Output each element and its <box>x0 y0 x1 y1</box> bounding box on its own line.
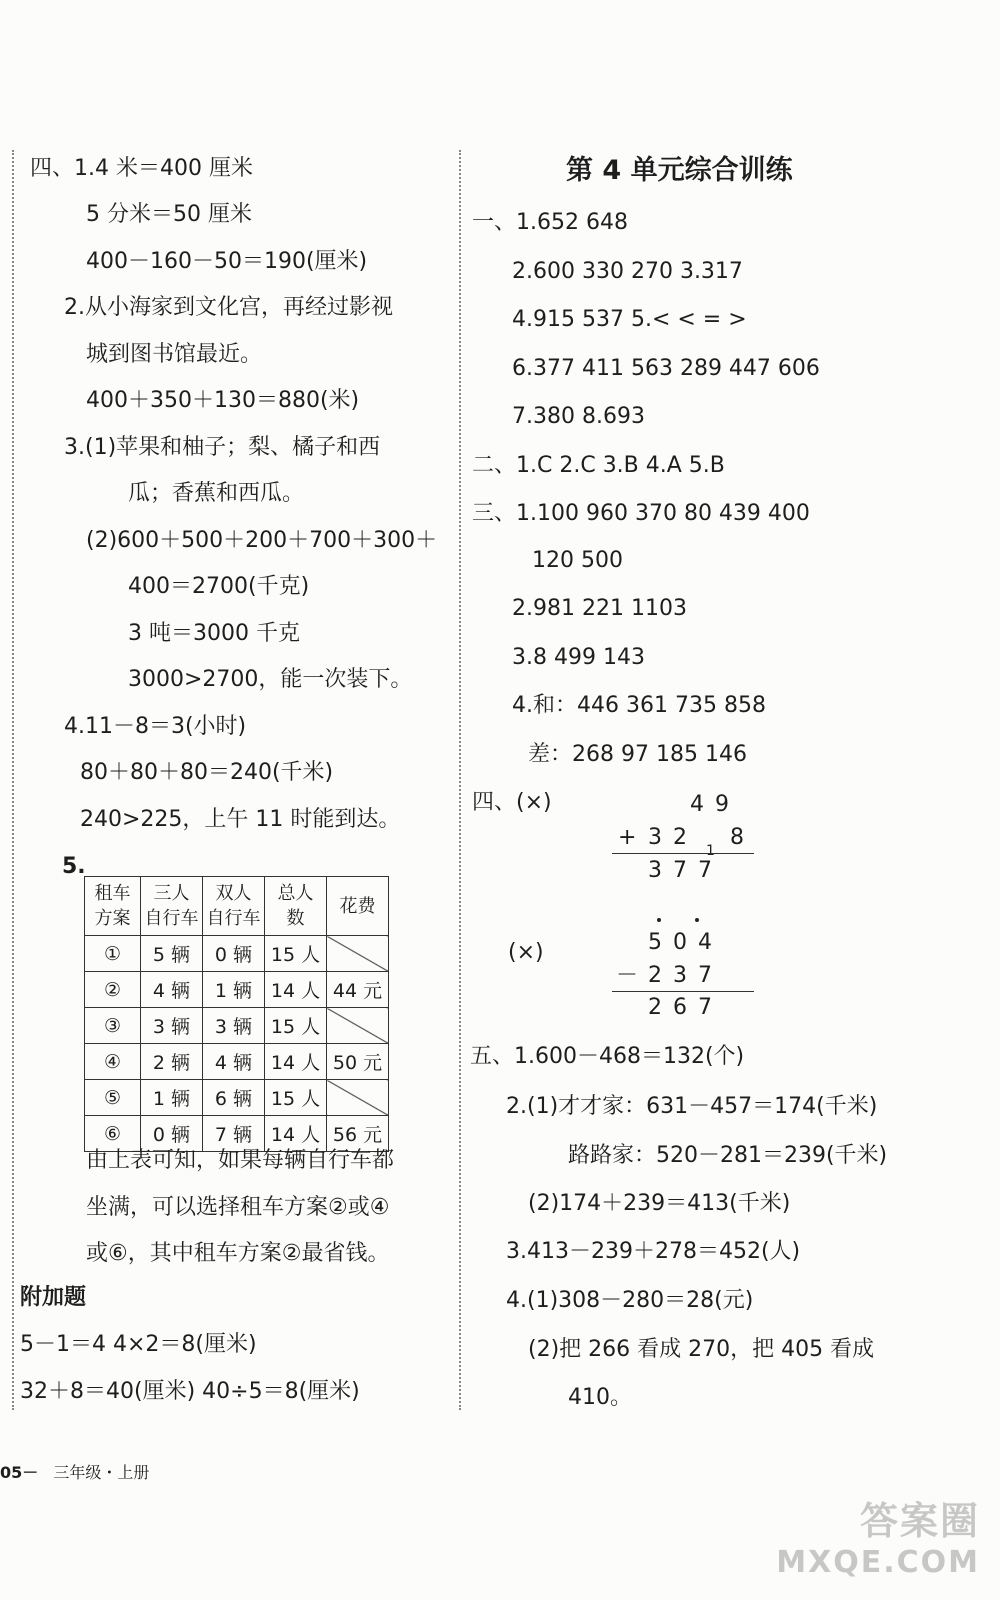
sub-line <box>612 991 754 992</box>
table-cell: ① <box>85 936 141 972</box>
table-cell: 56 元 <box>327 1116 389 1152</box>
right-answer-21: (2)把 266 看成 270，把 405 看成 <box>528 1337 875 1362</box>
table-cell <box>327 936 389 972</box>
rental-plan-table <box>84 876 389 1152</box>
grade-label: 三年级・上册 <box>53 1463 150 1482</box>
right-answer-17: 路路家：520－281＝239(千米) <box>568 1143 888 1168</box>
table-cell: ⑤ <box>85 1080 141 1116</box>
table-row <box>85 972 389 1008</box>
add-result: 3 7 7 <box>648 858 714 883</box>
table-cell: 14 人 <box>265 1044 327 1080</box>
answer-4-1: 四、1.4 米＝400 厘米 <box>30 156 253 181</box>
table-header: 花费 <box>327 877 389 936</box>
right-answer-10: 3.8 499 143 <box>512 645 645 670</box>
answer-4-2-line3: 400＋350＋130＝880(米) <box>86 388 360 413</box>
table-header: 总人 数 <box>265 877 327 936</box>
table-row <box>85 1044 389 1080</box>
table-cell: 0 辆 <box>203 936 265 972</box>
sub-row2: 2 3 7 <box>648 963 714 988</box>
conclusion-line2: 坐满，可以选择租车方案②或④ <box>86 1195 390 1220</box>
section-title: 第 4 单元综合训练 <box>566 155 793 186</box>
table-cell: ④ <box>85 1044 141 1080</box>
answer-4-1-line2: 5 分米＝50 厘米 <box>86 202 252 227</box>
page-footer <box>0 1460 149 1483</box>
answer-4-5-label: 5. <box>62 854 86 879</box>
right-answer-14: (×) <box>508 940 544 965</box>
table-cell: 4 辆 <box>141 972 203 1008</box>
bonus-line1: 5－1＝4 4×2＝8(厘米) <box>20 1332 257 1357</box>
right-answer-11: 4.和：446 361 735 858 <box>512 693 766 718</box>
right-answer-22: 410。 <box>568 1385 632 1410</box>
table-cell: 15 人 <box>265 1008 327 1044</box>
table-cell: 7 辆 <box>203 1116 265 1152</box>
table-cell <box>327 1008 389 1044</box>
table-cell: 3 辆 <box>203 1008 265 1044</box>
table-cell: 15 人 <box>265 1080 327 1116</box>
right-answer-8: 120 500 <box>532 548 623 573</box>
right-answer-2: 2.600 330 270 3.317 <box>512 259 743 284</box>
right-answer-13: 四、(×) <box>472 790 552 815</box>
table-cell: ⑥ <box>85 1116 141 1152</box>
answer-4-3-2-line3: 3 吨＝3000 千克 <box>128 621 300 646</box>
answer-4-4: 4.11－8＝3(小时) <box>64 714 247 739</box>
add-carry: 1 <box>706 843 715 859</box>
right-answer-20: 4.(1)308－280＝28(元) <box>506 1288 754 1313</box>
answer-4-3-2-line4: 3000>2700，能一次装下。 <box>128 667 413 692</box>
answer-4-4-line3: 240>225，上午 11 时能到达。 <box>80 807 401 832</box>
right-answer-3: 4.915 537 5.< < = > <box>512 307 747 332</box>
add-row2a: 3 2 <box>648 825 689 850</box>
conclusion-line3: 或⑥，其中租车方案②最省钱。 <box>86 1241 390 1266</box>
right-answer-7: 三、1.100 960 370 80 439 400 <box>472 501 810 526</box>
table-row <box>85 1080 389 1116</box>
table-cell: ③ <box>85 1008 141 1044</box>
sub-operator: － <box>616 963 639 988</box>
add-row2b: 8 <box>730 825 744 850</box>
watermark-logo: 答案圈 MXQE.COM <box>776 1499 980 1580</box>
page-number: 05－ <box>0 1463 39 1482</box>
right-answer-6: 二、1.C 2.C 3.B 4.A 5.B <box>472 453 725 478</box>
borrow-dot <box>657 918 661 922</box>
right-answer-19: 3.413－239＋278＝452(人) <box>506 1239 801 1264</box>
right-answer-12: 差：268 97 185 146 <box>528 742 747 767</box>
table-header: 双人 自行车 <box>203 877 265 936</box>
table-cell: 14 人 <box>265 1116 327 1152</box>
table-header: 租车 方案 <box>85 877 141 936</box>
answer-4-2: 2.从小海家到文化宫，再经过影视 <box>64 295 393 320</box>
column-divider <box>459 150 461 1410</box>
table-cell: 1 辆 <box>141 1080 203 1116</box>
sub-row1: 5 0 4 <box>648 930 714 955</box>
table-cell: 2 辆 <box>141 1044 203 1080</box>
table-cell: 6 辆 <box>203 1080 265 1116</box>
add-row1: 4 9 <box>690 792 731 817</box>
answer-4-3-line2: 瓜；香蕉和西瓜。 <box>128 481 305 506</box>
table-cell: 14 人 <box>265 972 327 1008</box>
table-header-row <box>85 877 389 936</box>
bonus-title: 附加题 <box>20 1285 87 1310</box>
add-operator: + <box>618 825 637 850</box>
table-cell: 0 辆 <box>141 1116 203 1152</box>
table-cell: 1 辆 <box>203 972 265 1008</box>
conclusion-line1: 由上表可知，如果每辆自行车都 <box>86 1148 395 1173</box>
right-answer-16: 2.(1)才才家：631－457＝174(千米) <box>506 1094 878 1119</box>
answer-4-3-2-line2: 400＝2700(千克) <box>128 574 310 599</box>
right-answer-15: 五、1.600－468＝132(个) <box>470 1044 745 1069</box>
table-cell: 4 辆 <box>203 1044 265 1080</box>
table-cell: 5 辆 <box>141 936 203 972</box>
add-line <box>612 853 754 854</box>
answer-4-3: 3.(1)苹果和柚子；梨、橘子和西 <box>64 435 381 460</box>
borrow-dot <box>695 918 699 922</box>
right-answer-1: 一、1.652 648 <box>472 210 628 235</box>
table-header: 三人 自行车 <box>141 877 203 936</box>
right-answer-4: 6.377 411 563 289 447 606 <box>512 356 820 381</box>
table-cell: 44 元 <box>327 972 389 1008</box>
answer-4-3-2: (2)600＋500＋200＋700＋300＋ <box>86 528 438 553</box>
table-cell: ② <box>85 972 141 1008</box>
table-row <box>85 1008 389 1044</box>
answer-4-4-line2: 80＋80＋80＝240(千米) <box>80 760 334 785</box>
sub-result: 2 6 7 <box>648 995 714 1020</box>
table-cell: 3 辆 <box>141 1008 203 1044</box>
table-cell <box>327 1080 389 1116</box>
right-answer-18: (2)174＋239＝413(千米) <box>528 1191 791 1216</box>
answer-4-2-line2: 城到图书馆最近。 <box>86 342 263 367</box>
table-row <box>85 936 389 972</box>
bonus-line2: 32＋8＝40(厘米) 40÷5＝8(厘米) <box>20 1379 360 1404</box>
table-cell: 50 元 <box>327 1044 389 1080</box>
answer-4-1-line3: 400－160－50＝190(厘米) <box>86 249 368 274</box>
table-cell: 15 人 <box>265 936 327 972</box>
left-margin-line <box>12 150 14 1410</box>
right-answer-9: 2.981 221 1103 <box>512 596 687 621</box>
right-answer-5: 7.380 8.693 <box>512 404 645 429</box>
